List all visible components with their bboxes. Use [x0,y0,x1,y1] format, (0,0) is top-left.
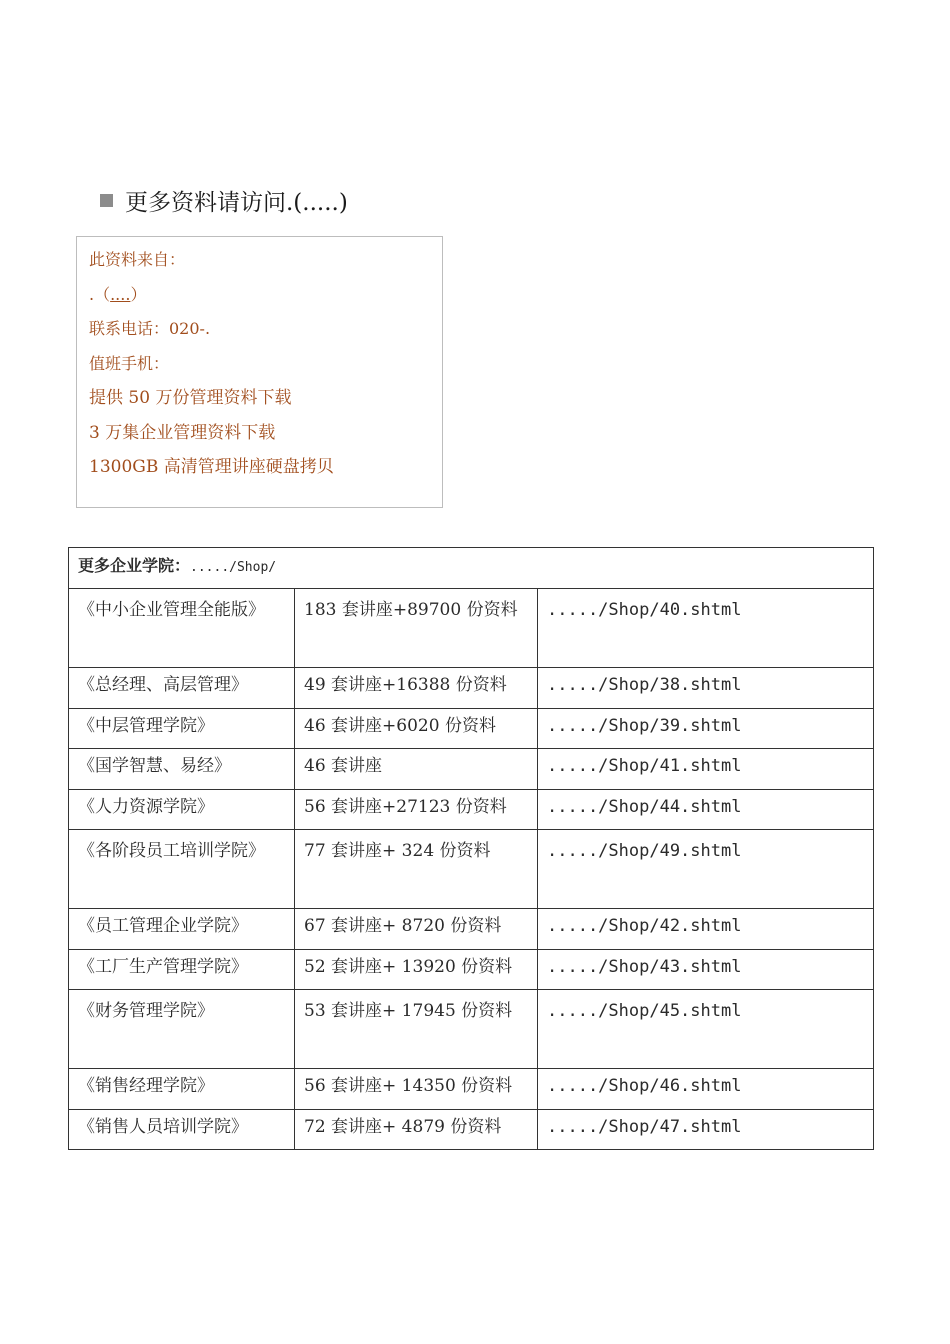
contact-phone: 联系电话：020-. [89,319,211,338]
academy-url[interactable]: ...../Shop/41.shtml [538,749,874,790]
source-info-box [76,236,443,508]
academy-url[interactable]: ...../Shop/47.shtml [538,1109,874,1150]
table-header-cell [69,548,874,589]
header-url[interactable]: ...../Shop/ [190,560,277,575]
table-row [69,990,874,1069]
table-row [69,1109,874,1150]
academy-name: 《国学智慧、易经》 [69,749,295,790]
academy-url[interactable]: ...../Shop/42.shtml [538,909,874,950]
offer-line-2: 3 万集企业管理资料下载 [89,422,276,443]
academy-name: 《人力资源学院》 [69,789,295,830]
academy-desc: 67 套讲座+ 8720 份资料 [295,909,538,950]
header-label: 更多企业学院： [78,556,191,575]
square-bullet-icon [100,194,113,207]
offer-line-3: 1300GB 高清管理讲座硬盘拷贝 [89,457,334,477]
academy-name: 《中层管理学院》 [69,708,295,749]
academy-url[interactable]: ...../Shop/43.shtml [538,949,874,990]
table-row [69,589,874,668]
academy-name: 《工厂生产管理学院》 [69,949,295,990]
academy-url[interactable]: ...../Shop/45.shtml [538,990,874,1069]
academy-desc: 183 套讲座+89700 份资料 [295,589,538,668]
academy-name: 《销售经理学院》 [69,1069,295,1110]
table-row [69,909,874,950]
academy-name: 《各阶段员工培训学院》 [69,830,295,909]
academy-desc: 46 套讲座+6020 份资料 [295,708,538,749]
table-row [69,708,874,749]
table-row [69,789,874,830]
academy-desc: 56 套讲座+ 14350 份资料 [295,1069,538,1110]
source-link[interactable]: .... [110,284,131,304]
table-row [69,1069,874,1110]
page-heading [100,183,348,217]
table-header-row [69,548,874,589]
academy-desc: 77 套讲座+ 324 份资料 [295,830,538,909]
offer-line-1: 提供 50 万份管理资料下载 [89,388,292,408]
academy-table [68,547,874,1150]
academy-name: 《销售人员培训学院》 [69,1109,295,1150]
table-row [69,749,874,790]
duty-mobile: 值班手机： [89,353,170,373]
academy-desc: 46 套讲座 [295,749,538,790]
academy-url[interactable]: ...../Shop/38.shtml [538,668,874,709]
academy-name: 《财务管理学院》 [69,990,295,1069]
source-label: 此资料来自： [89,250,186,269]
heading-text: 更多资料请访问.(.....) [125,189,348,216]
academy-url[interactable]: ...../Shop/46.shtml [538,1069,874,1110]
academy-desc: 53 套讲座+ 17945 份资料 [295,990,538,1069]
table-row [69,949,874,990]
source-link-suffix: ） [130,284,147,304]
source-link-line [89,278,442,313]
academy-name: 《总经理、高层管理》 [69,668,295,709]
table-row [69,668,874,709]
academy-name: 《员工管理企业学院》 [69,909,295,950]
academy-url[interactable]: ...../Shop/44.shtml [538,789,874,830]
table-row [69,830,874,909]
academy-url[interactable]: ...../Shop/49.shtml [538,830,874,909]
academy-desc: 72 套讲座+ 4879 份资料 [295,1109,538,1150]
source-link-prefix: .（ [89,284,111,304]
academy-desc: 49 套讲座+16388 份资料 [295,668,538,709]
academy-url[interactable]: ...../Shop/40.shtml [538,589,874,668]
academy-url[interactable]: ...../Shop/39.shtml [538,708,874,749]
academy-name: 《中小企业管理全能版》 [69,589,295,668]
academy-desc: 56 套讲座+27123 份资料 [295,789,538,830]
academy-desc: 52 套讲座+ 13920 份资料 [295,949,538,990]
